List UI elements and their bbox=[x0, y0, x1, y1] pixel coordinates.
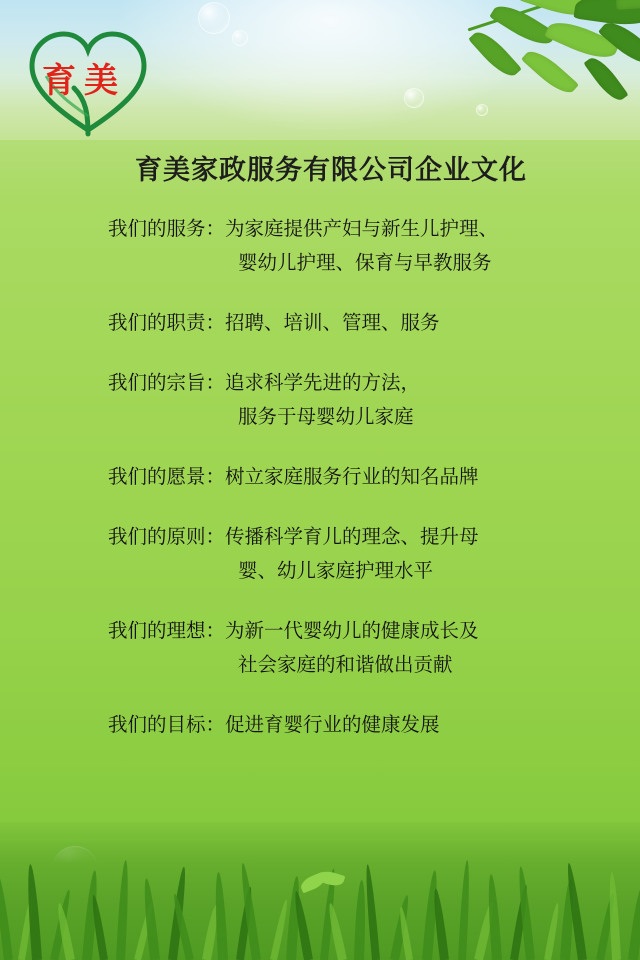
grass-blade bbox=[486, 874, 502, 960]
grass-blade bbox=[544, 902, 561, 960]
entry-line bbox=[108, 460, 578, 494]
sprout-decoration bbox=[300, 866, 346, 900]
leaf-icon bbox=[317, 868, 346, 888]
grass-blade bbox=[213, 872, 228, 960]
leaf-branch-decoration bbox=[370, 0, 640, 140]
grass-fade bbox=[0, 822, 640, 842]
grass-blade bbox=[628, 886, 640, 960]
entry-line bbox=[108, 212, 578, 246]
leaf-icon bbox=[521, 44, 579, 99]
entry-line: 婴幼儿护理、保育与早教服务 bbox=[238, 251, 492, 274]
culture-entry bbox=[108, 708, 578, 742]
entry-label: 我们的服务： bbox=[108, 217, 226, 240]
entry-label: 我们的愿景： bbox=[108, 465, 226, 488]
entry-text: 追求科学先进的方法， bbox=[225, 371, 421, 394]
leaf-icon bbox=[615, 0, 640, 10]
entry-line bbox=[108, 306, 578, 340]
culture-entry bbox=[108, 520, 578, 588]
grass-blade bbox=[458, 860, 471, 960]
entry-line bbox=[108, 614, 578, 648]
culture-entry bbox=[108, 306, 578, 340]
entry-label: 我们的目标： bbox=[108, 713, 226, 736]
entry-line bbox=[108, 520, 578, 554]
bubble-decoration bbox=[476, 104, 488, 116]
culture-entry bbox=[108, 460, 578, 494]
culture-entry-list bbox=[108, 212, 578, 768]
entry-text: 树立家庭服务行业的知名品牌 bbox=[225, 465, 479, 488]
company-logo bbox=[18, 22, 168, 140]
bubble-decoration bbox=[232, 30, 248, 46]
entry-line bbox=[108, 366, 578, 400]
bubble-decoration bbox=[404, 88, 424, 108]
leaf-icon bbox=[583, 53, 628, 106]
grass-blade bbox=[364, 864, 380, 960]
entry-line: 婴、幼儿家庭护理水平 bbox=[238, 559, 434, 582]
logo-char-2: 美 bbox=[84, 61, 118, 101]
bubble-decoration bbox=[198, 2, 230, 34]
entry-text: 为新一代婴幼儿的健康成长及 bbox=[225, 619, 479, 642]
culture-entry bbox=[108, 614, 578, 682]
grass-blade bbox=[0, 874, 13, 960]
entry-label: 我们的职责： bbox=[108, 311, 226, 334]
entry-line: 服务于母婴幼儿家庭 bbox=[238, 405, 414, 428]
leaf-icon bbox=[468, 26, 522, 82]
grass-blade bbox=[354, 880, 367, 960]
culture-entry bbox=[108, 212, 578, 280]
entry-text: 传播科学育儿的理念、提升母 bbox=[225, 525, 479, 548]
grass-blade bbox=[116, 860, 130, 960]
entry-text: 促进育婴行业的健康发展 bbox=[225, 713, 440, 736]
culture-entry bbox=[108, 366, 578, 434]
entry-text: 招聘、培训、管理、服务 bbox=[225, 311, 440, 334]
entry-line: 社会家庭的和谐做出贡献 bbox=[238, 653, 453, 676]
logo-char-1: 育 bbox=[42, 61, 76, 101]
grass-blade bbox=[607, 872, 621, 960]
entry-label: 我们的宗旨： bbox=[108, 371, 226, 394]
entry-label: 我们的理想： bbox=[108, 619, 226, 642]
entry-label: 我们的原则： bbox=[108, 525, 226, 548]
logo-wordmark bbox=[42, 61, 152, 101]
entry-text: 为家庭提供产妇与新生儿护理、 bbox=[225, 217, 499, 240]
entry-line bbox=[108, 708, 578, 742]
page-title: 育美家政服务有限公司企业文化 bbox=[135, 155, 527, 186]
